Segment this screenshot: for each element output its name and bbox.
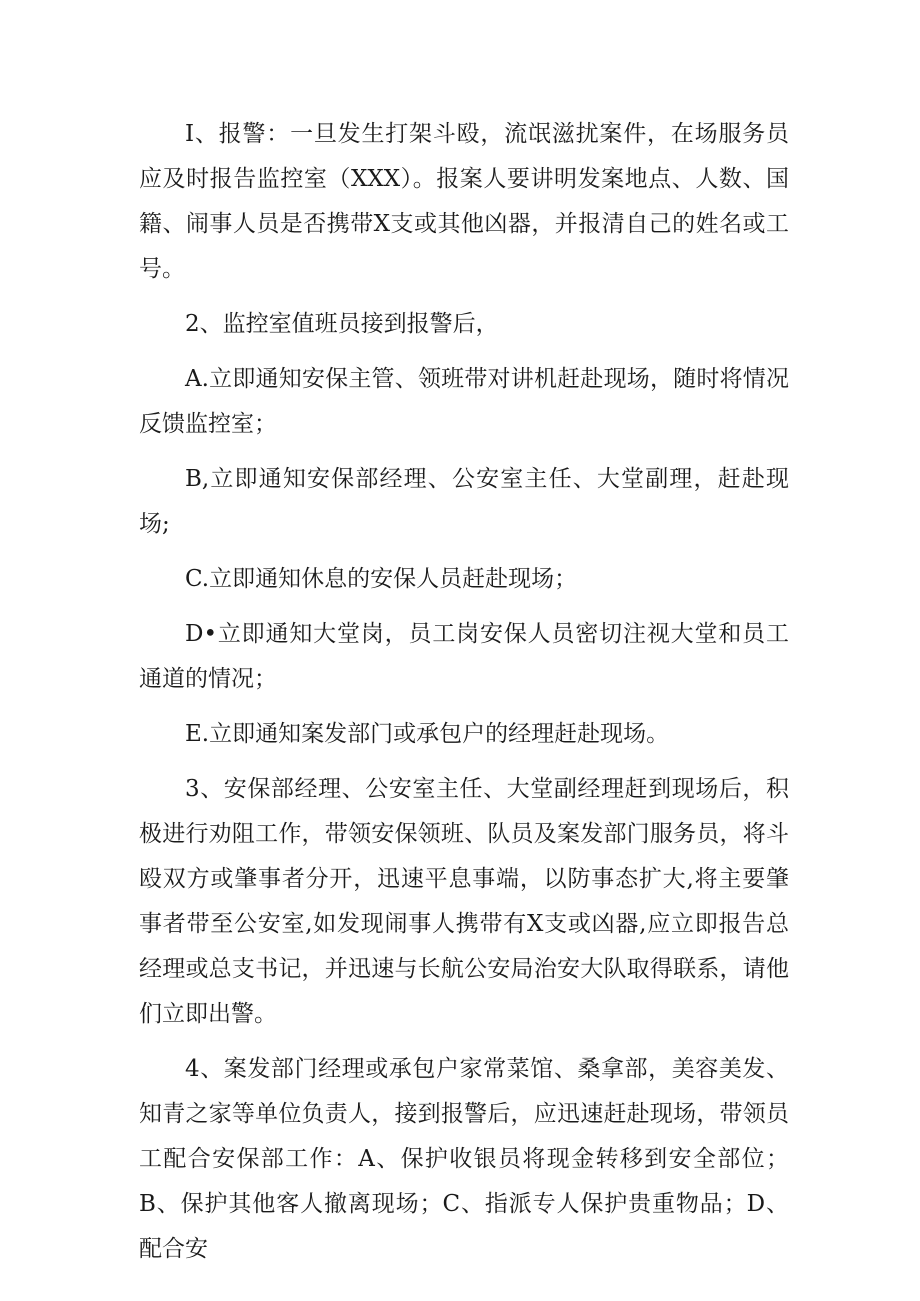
paragraph-2e: E.立即通知案发部门或承包户的经理赶赴现场。 bbox=[185, 721, 670, 747]
paragraph-2-monitor-room: 2、监控室值班员接到报警后， bbox=[185, 311, 499, 337]
paragraph-2a: A.立即通知安保主管、领班带对讲机赶赴现场，随时将情况反馈监控室； bbox=[139, 366, 789, 437]
paragraph-2b: B,立即通知安保部经理、公安室主任、大堂副理，赶赴现场; bbox=[139, 466, 789, 537]
paragraph-2c: C.立即通知休息的安保人员赶赴现场； bbox=[185, 566, 578, 592]
paragraph-3-on-site: 3、安保部经理、公安室主任、大堂副经理赶到现场后，积极进行劝阻工作，带领安保领班、队员及案发部门服务员，将斗殴双方或肇事者分开，迅速平息事端，以防事态扩大,将主要肇事者带至公安室,如发现闹事人携带有X支或凶器,应立即报告总经理或总支书记，并迅速与长航公安局治安大队取得联系，请他们立即出警。 bbox=[139, 776, 789, 1027]
paragraph-4-department: 4、案发部门经理或承包户家常菜馆、桑拿部，美容美发、知青之家等单位负责人，接到报警后，应迅速赶赴现场，带领员工配合安保部工作：A、保护收银员将现金转移到安全部位；B、保护其他客人撤离现场；C、指派专人保护贵重物品；D、配合安 bbox=[139, 1056, 789, 1262]
document-body bbox=[139, 112, 789, 1282]
paragraph-1-alarm: I、报警：一旦发生打架斗殴，流氓滋扰案件，在场服务员应及时报告监控室（XXX）。报案人要讲明发案地点、人数、国籍、闹事人员是否携带X支或其他凶器，并报清自己的姓名或工号。 bbox=[139, 121, 789, 282]
paragraph-2d: D•立即通知大堂岗，员工岗安保人员密切注视大堂和员工通道的情况； bbox=[139, 621, 789, 692]
